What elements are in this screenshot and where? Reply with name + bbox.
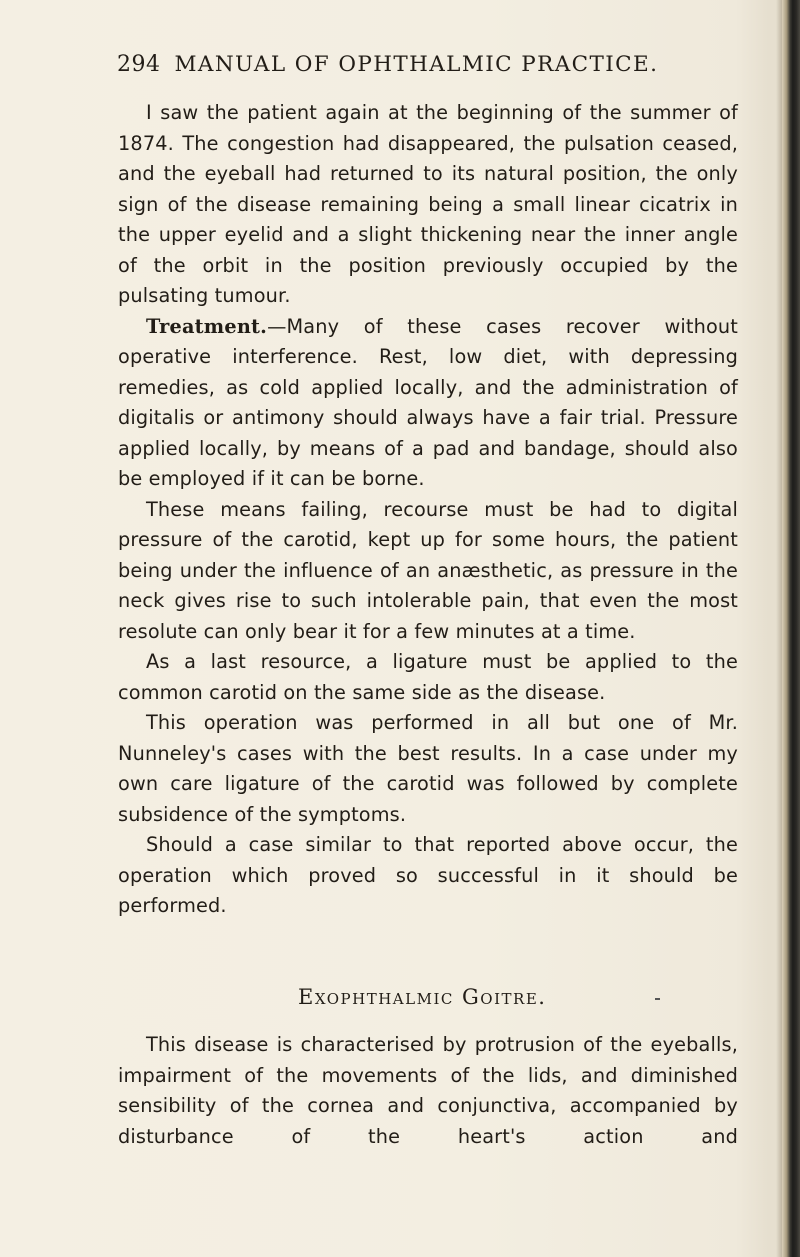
running-header xyxy=(117,52,737,77)
page-number: 294 xyxy=(117,52,161,77)
treatment-run-in-heading: Treatment. xyxy=(146,314,268,338)
paragraph-digital-pressure: These means failing, recourse must be had to digital pressure of the carotid, kept up for some hours, the patient being under the influence of an anæsthetic, as pressure in the neck gives rise to such intolerable pain, that even the most resolute can only bear it for a few minutes at a time. xyxy=(118,497,738,643)
body-text xyxy=(118,98,738,922)
paragraph-exophthalmic-goitre: This disease is characterised by protrusion of the eyeballs, impairment of the movements of the lids, and diminished sensibility of the cornea and conjunctiva, accompanied by disturbance of the heart's action and xyxy=(118,1033,738,1148)
book-spine xyxy=(782,0,800,1257)
section-body-text xyxy=(118,1030,738,1152)
paragraph-patient-followup: I saw the patient again at the beginning of the summer of 1874. The congestion had disappeared, the pulsation ceased, and the eyeball had returned to its natural position, the only sign of the disease remaining being a small linear cicatrix in the upper eyelid and a slight thickening near the inner angle of the orbit in the position previously occupied by the pulsating tumour. xyxy=(118,101,738,307)
paragraph-recommendation: Should a case similar to that reported above occur, the operation which proved so successful in it should be performed. xyxy=(118,833,738,917)
paragraph-treatment xyxy=(118,312,738,495)
stray-mark xyxy=(655,998,660,1000)
paragraph-ligature: As a last resource, a ligature must be applied to the common carotid on the same side as the disease. xyxy=(118,650,738,704)
treatment-body: —Many of these cases recover without operative interference. Rest, low diet, with depressing remedies, as cold applied locally, and the administration of digitalis or antimony should always have a fair trial. Pressure applied locally, by means of a pad and bandage, should also be employed if it can be borne. xyxy=(118,314,738,490)
paragraph-operation-results: This operation was performed in all but one of Mr. Nunneley's cases with the best results. In a case under my own care ligature of the carotid was followed by complete subsidence of the symptoms. xyxy=(118,711,738,826)
running-title: MANUAL OF OPHTHALMIC PRACTICE. xyxy=(174,52,659,77)
section-heading: Exophthalmic Goitre. xyxy=(298,985,547,1009)
